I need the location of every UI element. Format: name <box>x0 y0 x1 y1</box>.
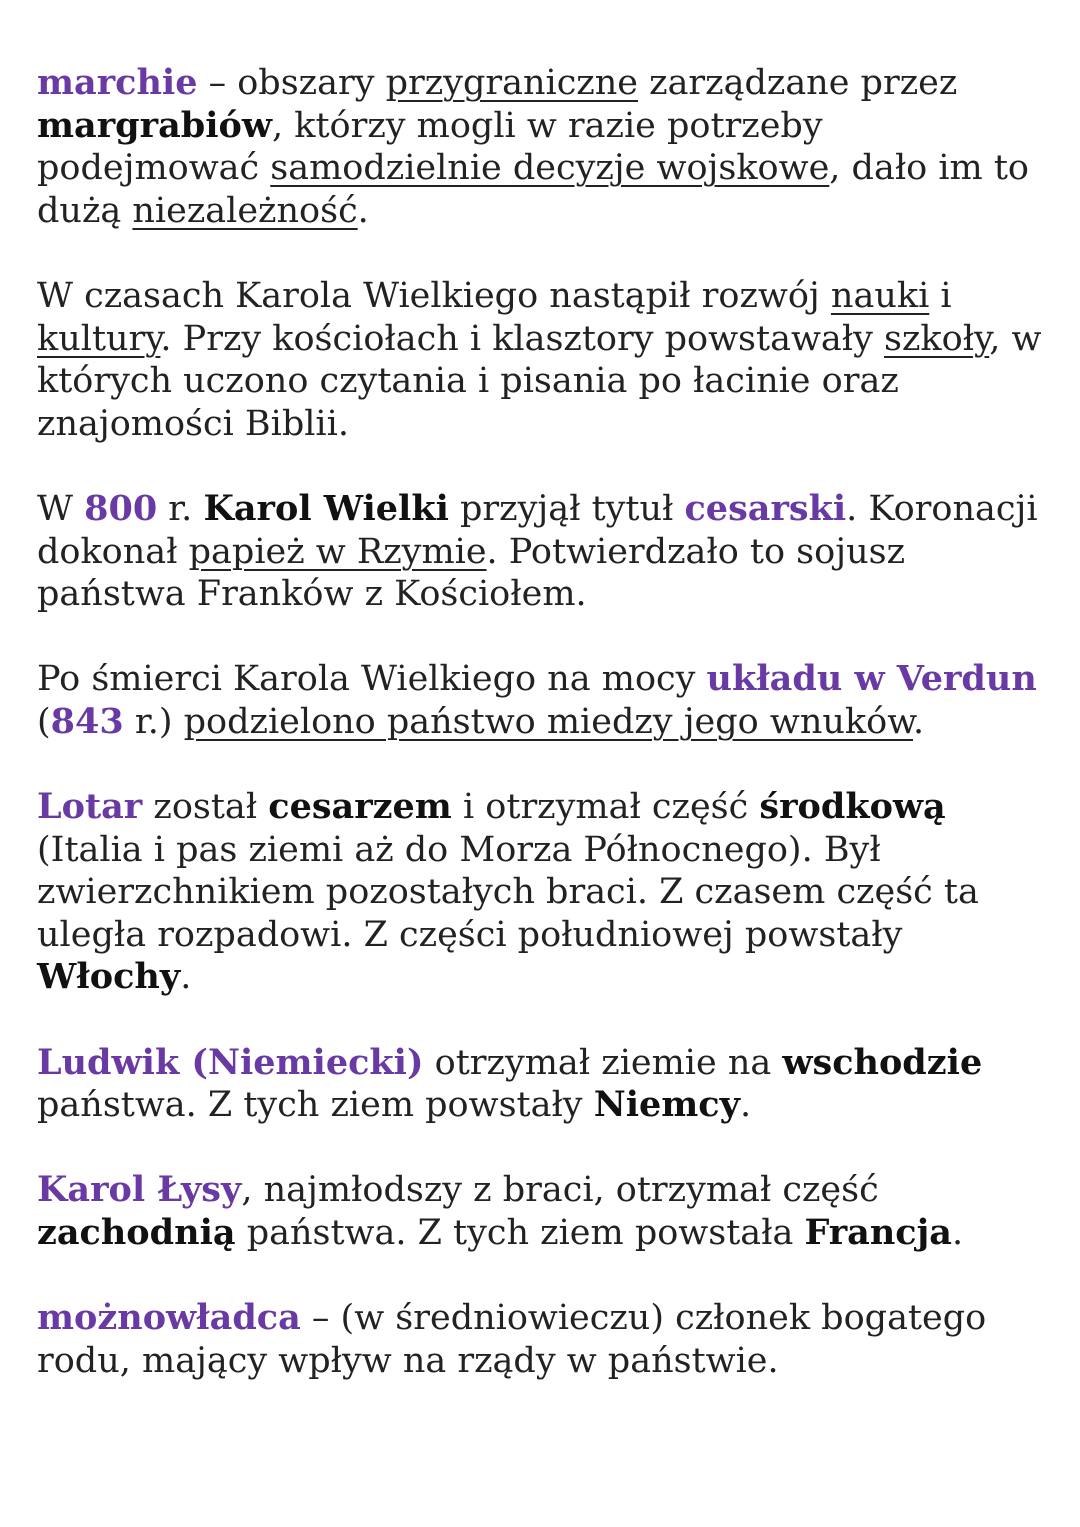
text: W <box>37 488 85 529</box>
text: , w których uczono czytania i pisania po łacinie oraz znajomości Biblii. <box>37 318 1042 444</box>
text: . Przy kościołach i klasztory powstawały <box>160 318 885 359</box>
bold-text: Karol Wielki <box>203 487 449 529</box>
bold-text: zachodnią <box>37 1212 236 1254</box>
text: W czasach Karola Wielkiego nastąpił rozwój <box>37 275 831 316</box>
text: . <box>913 701 925 742</box>
text: . <box>739 1085 752 1126</box>
text: państwa. Z tych ziem powstała <box>235 1213 805 1254</box>
text: Po śmierci Karola Wielkiego na mocy <box>37 659 707 700</box>
text: otrzymał ziemie na <box>423 1042 783 1083</box>
name-highlight: Lotar <box>37 786 143 828</box>
text: , najmłodszy z braci, otrzymał część <box>241 1170 879 1211</box>
text: . Koronacji dokonał <box>37 488 1038 572</box>
text: przyjął tytuł <box>448 488 685 529</box>
text: . <box>951 1213 964 1254</box>
underlined-text: samodzielnie decyzje wojskowe <box>270 148 830 189</box>
text: i <box>929 275 952 316</box>
text: (Italia i pas ziemi aż do Morza Północnego). Był zwierzchnikiem pozostałych braci. Z czasem część ta uległa rozpadowi. Z części południowej powstały <box>37 829 979 955</box>
bold-text: wschodzie <box>782 1041 983 1083</box>
bold-text: środkową <box>759 786 946 828</box>
name-highlight: Karol Łysy <box>37 1169 242 1211</box>
text: , którzy mogli w razie potrzeby podejmować <box>37 105 823 189</box>
bold-text: Francja <box>804 1212 952 1254</box>
text: państwa. Z tych ziem powstały <box>37 1085 594 1126</box>
paragraph-karol-lysy <box>37 1169 1047 1254</box>
underlined-text: kultury <box>37 318 161 359</box>
text: i otrzymał część <box>451 787 760 828</box>
name-highlight: Ludwik (Niemiecki) <box>37 1041 424 1083</box>
year-highlight: 843 <box>50 700 124 742</box>
underlined-text: podzielono państwo miedzy jego wnuków <box>183 701 914 742</box>
text: – (w średniowieczu) członek bogatego rodu, mający wpływ na rządy w państwie. <box>37 1298 987 1381</box>
bold-text: Włochy <box>37 956 181 998</box>
paragraph-ludwik <box>37 1042 1047 1127</box>
text: . <box>180 957 192 998</box>
paragraph-lotar <box>37 786 1047 999</box>
paragraph-moznowladca <box>37 1297 1047 1382</box>
underlined-text: papież w Rzymie <box>188 531 487 572</box>
term-marchie: marchie <box>37 62 198 103</box>
text: zarządzane przez <box>638 63 958 103</box>
text: ( <box>37 701 51 742</box>
paragraph-verdun <box>37 658 1047 743</box>
paragraph-culture <box>37 275 1047 445</box>
term-moznowladca: możnowładca <box>37 1297 301 1339</box>
bold-text: Niemcy <box>593 1084 740 1126</box>
year-highlight: 800 <box>84 487 158 529</box>
paragraph-marchie <box>37 62 1047 232</box>
text: , dało im to dużą <box>37 148 1030 231</box>
title-highlight: cesarski <box>684 487 847 529</box>
underlined-text: nauki <box>830 275 930 316</box>
text: . <box>357 190 369 231</box>
text: r.) <box>123 701 184 742</box>
underlined-text: przygraniczne <box>385 63 638 103</box>
notes-page <box>37 62 1047 1425</box>
underlined-text: szkoły <box>884 318 990 359</box>
underlined-text: niezależność <box>132 190 358 231</box>
text: – obszary <box>197 63 386 103</box>
paragraph-coronation <box>37 488 1047 616</box>
text: został <box>142 787 269 828</box>
text: r. <box>157 488 204 529</box>
bold-text: margrabiów <box>37 104 272 146</box>
treaty-highlight: układu w Verdun <box>706 658 1037 700</box>
bold-text: cesarzem <box>268 786 452 828</box>
text: . Potwierdzało to sojusz państwa Franków z Kościołem. <box>37 531 906 615</box>
